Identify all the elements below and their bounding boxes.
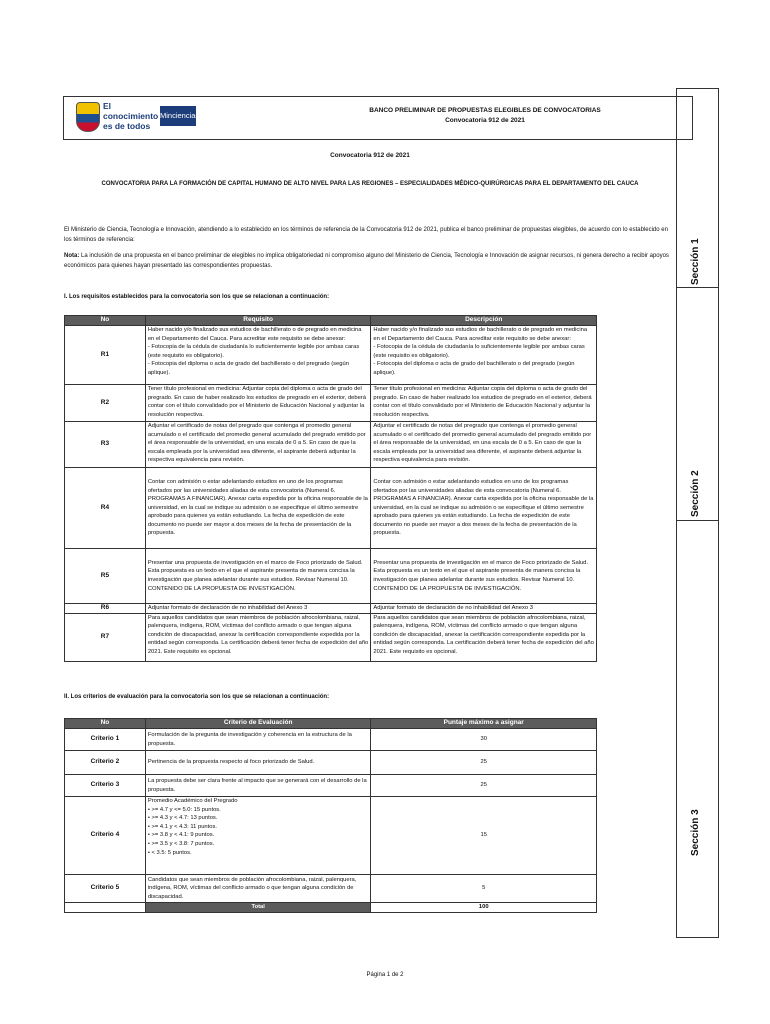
criterion-name: Criterio 1 [65, 729, 146, 751]
total-value: 100 [371, 903, 597, 913]
criterion-name: Criterio 2 [65, 751, 146, 775]
logo [68, 100, 200, 134]
criterion-score: 25 [371, 775, 597, 797]
table-row [65, 751, 597, 775]
criterion-name: Criterio 3 [65, 775, 146, 797]
intro-paragraph: El Ministerio de Ciencia, Tecnología e Innovación, atendiendo a lo establecido en los términos de referencia de la Convocatoria 912 de 2021, publica el banco preliminar de propuestas elegibles, de acuerdo con lo establecido en los términos de referencia: [64, 227, 668, 243]
title-line2: Convocatoria 912 de 2021 [445, 117, 525, 124]
table-row [65, 604, 597, 614]
section-divider [676, 287, 719, 288]
requirement-text: Contar con admisión o estar adelantando estudios en uno de los programas ofertados por las universidades aliadas de esta convocatoria (Numeral 6. PROGRAMAS A FINANCIAR). Anexar carta expedida por la oficina responsable de la universidad, en la cual se indique su admisión o se especifique el último semestre aprobado para quienes ya están estudiando. La fecha de expedición de este documento no puede ser mayor a dos meses de la fecha de presentación de la propuesta. [145, 468, 371, 549]
requirement-text: Adjuntar el certificado de notas del pregrado que contenga el promedio general acumulado o el certificado del promedio general acumulado del pregrado emitido por el área responsable de la universidad, en una escala de 0 a 5. En caso de que la escala empleada por la universidad sea diferente, el aspirante deberá adjuntar la respectiva equivalencia para revisión. [145, 422, 371, 468]
convocatoria-subtitle: CONVOCATORIA PARA LA FORMACIÓN DE CAPITAL HUMANO DE ALTO NIVEL PARA LAS REGIONES – ESPECIALIDADES MÉDICO-QUIRÚRGICAS PARA EL DEPARTAMENTO DEL CAUCA [101, 181, 639, 187]
row-number: R6 [65, 604, 146, 614]
table-row [65, 729, 597, 751]
description-text: Tener título profesional en medicina: Adjuntar copia del diploma o acta de grado del pregrado. En caso de haber realizado los estudios de pregrado en el exterior, deberá contar con el título convalidado por el Ministerio de Educación Nacional y adjuntar la resolución respectiva. [371, 385, 597, 422]
brand-ministry: Minciencias [160, 106, 196, 126]
criterion-text: Formulación de la pregunta de investigación y coherencia en la estructura de la propuesta. [145, 729, 371, 751]
col-descripcion: Descripción [371, 316, 597, 326]
col-criterio: Criterio de Evaluación [145, 719, 371, 729]
note-text: La inclusión de una propuesta en el banco preliminar de elegibles no implica obligatoriedad ni compromiso alguno del Ministerio de Ciencia, Tecnología e Innovación de asignar recursos, ni genera derecho a recibir apoyos económicos para quienes hayan presentado las correspondientes propuestas. [64, 253, 669, 269]
criterion-score: 15 [371, 797, 597, 875]
criterion-name: Criterio 4 [65, 797, 146, 875]
requirement-text: Haber nacido y/o finalizado sus estudios de bachillerato o de pregrado en medicina en el Departamento del Cauca. Para acreditar este requisito se debe anexar: - Fotocopia de la cédula de ciudadanía lo suficientemente legible por ambas caras (este requisito es obligatorio). - Fotocopia del diploma o acta de grado del bachillerato o del pregrado (según aplique). [145, 326, 371, 385]
col-puntaje: Puntaje máximo a asignar [371, 719, 597, 729]
row-number: R4 [65, 468, 146, 549]
table-row [65, 797, 597, 875]
table-row [65, 875, 597, 903]
criterion-name: Criterio 5 [65, 875, 146, 903]
convocatoria-title: Convocatoria 912 de 2021 [330, 152, 410, 159]
requirement-text: Presentar una propuesta de investigación en el marco de Foco priorizado de Salud. Esta propuesta es un texto en el que el aspirante presenta de manera concisa la investigación que planea adelantar durante sus estudios. Revisar Numeral 10. CONTENIDO DE LA PROPUESTA DE INVESTIGACIÓN. [145, 549, 371, 604]
col-no: No [65, 719, 146, 729]
row-number: R7 [65, 613, 146, 661]
requirements-heading: I. Los requisitos establecidos para la convocatoria son los que se relacionan a continuación: [64, 294, 330, 300]
total-row [65, 903, 597, 913]
note-label: Nota: [64, 253, 80, 259]
row-number: R2 [65, 385, 146, 422]
section-divider [676, 520, 719, 521]
criteria-table [64, 718, 597, 913]
table-row [65, 613, 597, 661]
note-paragraph [64, 251, 676, 271]
criterion-text: Pertinencia de la propuesta respecto al foco priorizado de Salud. [145, 751, 371, 775]
criterion-text: Promedio Académico del Pregrado • >= 4.7 y <= 5.0: 15 puntos. • >= 4.3 y < 4.7: 13 puntos. • >= 4.1 y < 4.3: 11 puntos. • >= 3.8 y < 4.1: 9 puntos. • >= 3.5 y < 3.8: 7 puntos. • < 3.5: 5 puntos. [145, 797, 371, 875]
description-text: Adjuntar formato de declaración de no inhabilidad del Anexo 3 [371, 604, 597, 614]
brand-line2: es de todos [103, 121, 151, 131]
description-text: Para aquellos candidatos que sean miembros de población afrocolombiana, raizal, palenquera, indígena, ROM, víctimas del conflicto armado o que tengan alguna condición de discapacidad, anexar la certificación correspondiente expedida por la entidad según corresponda. La certificación deberá tener fecha de expedición del año 2021. Este requisito es opcional. [371, 613, 597, 661]
description-text: Adjuntar el certificado de notas del pregrado que contenga el promedio general acumulado o el certificado del promedio general acumulado del pregrado emitido por el área responsable de la universidad, en una escala de 0 a 5. En caso de que la escala empleada por la universidad sea diferente, el aspirante deberá adjuntar la respectiva equivalencia para revisión. [371, 422, 597, 468]
table-row [65, 326, 597, 385]
table-row [65, 775, 597, 797]
table-row [65, 468, 597, 549]
brand-name [103, 101, 159, 131]
section1-label: Sección 1 [690, 238, 701, 285]
table-row [65, 422, 597, 468]
requirement-text: Para aquellos candidatos que sean miembros de población afrocolombiana, raizal, palenquera, indígena, ROM, víctimas del conflicto armado o que tengan alguna condición de discapacidad, anexar la certificación correspondiente expedida por la entidad según corresponda. La certificación deberá tener fecha de expedición del año 2021. Este requisito es opcional. [145, 613, 371, 661]
criterion-text: La propuesta debe ser clara frente al impacto que se generará con el desarrollo de la propuesta. [145, 775, 371, 797]
row-number: R3 [65, 422, 146, 468]
row-number: R5 [65, 549, 146, 604]
description-text: Haber nacido y/o finalizado sus estudios de bachillerato o de pregrado en medicina en el Departamento del Cauca. Para acreditar este requisito se debe anexar: - Fotocopia de la cédula de ciudadanía lo suficientemente legible por ambas caras (este requisito es obligatorio). - Fotocopia del diploma o acta de grado del bachillerato o del pregrado (según aplique). [371, 326, 597, 385]
document-title [300, 106, 670, 126]
row-number: R1 [65, 326, 146, 385]
page-number: Página 1 de 2 [366, 972, 404, 978]
description-text: Contar con admisión o estar adelantando estudios en uno de los programas ofertados por las universidades aliadas de esta convocatoria (Numeral 6. PROGRAMAS A FINANCIAR). Anexar carta expedida por la oficina responsable de la universidad, en la cual se indique su admisión o se especifique el último semestre aprobado para quienes ya están estudiando. La fecha de expedición de este documento no puede ser mayor a dos meses de la fecha de presentación de la propuesta. [371, 468, 597, 549]
description-text: Presentar una propuesta de investigación en el marco de Foco priorizado de Salud. Esta propuesta es un texto en el que el aspirante presenta de manera concisa la investigación que planea adelantar durante sus estudios. Revisar Numeral 10. CONTENIDO DE LA PROPUESTA DE INVESTIGACIÓN. [371, 549, 597, 604]
criterion-text: Candidatos que sean miembros de población afrocolombiana, raizal, palenquera, indígena, ROM, víctimas del conflicto armado o que tengan alguna condición de discapacidad. [145, 875, 371, 903]
col-no: No [65, 316, 146, 326]
title-line1: BANCO PRELIMINAR DE PROPUESTAS ELEGIBLES DE CONVOCATORIAS [369, 107, 601, 114]
brand-line1: El conocimiento [103, 101, 159, 121]
total-label: Total [145, 903, 371, 913]
coat-of-arms-icon [76, 102, 100, 132]
requirement-text: Tener título profesional en medicina: Adjuntar copia del diploma o acta de grado del pregrado. En caso de haber realizado los estudios de pregrado en el exterior, deberá contar con el título convalidado por el Ministerio de Educación Nacional y adjuntar la resolución respectiva. [145, 385, 371, 422]
section2-label: Sección 2 [690, 470, 701, 517]
col-requisito: Requisito [145, 316, 371, 326]
criteria-heading: II. Los criterios de evaluación para la convocatoria son los que se relacionan a continuación: [64, 694, 330, 700]
total-empty-cell [65, 903, 146, 913]
criterion-score: 25 [371, 751, 597, 775]
section3-label: Sección 3 [690, 809, 701, 856]
criterion-score: 5 [371, 875, 597, 903]
table-header-row [65, 316, 597, 326]
table-row [65, 549, 597, 604]
table-row [65, 385, 597, 422]
criterion-score: 30 [371, 729, 597, 751]
table-header-row [65, 719, 597, 729]
requirement-text: Adjuntar formato de declaración de no inhabilidad del Anexo 3 [145, 604, 371, 614]
requirements-table [64, 315, 597, 662]
